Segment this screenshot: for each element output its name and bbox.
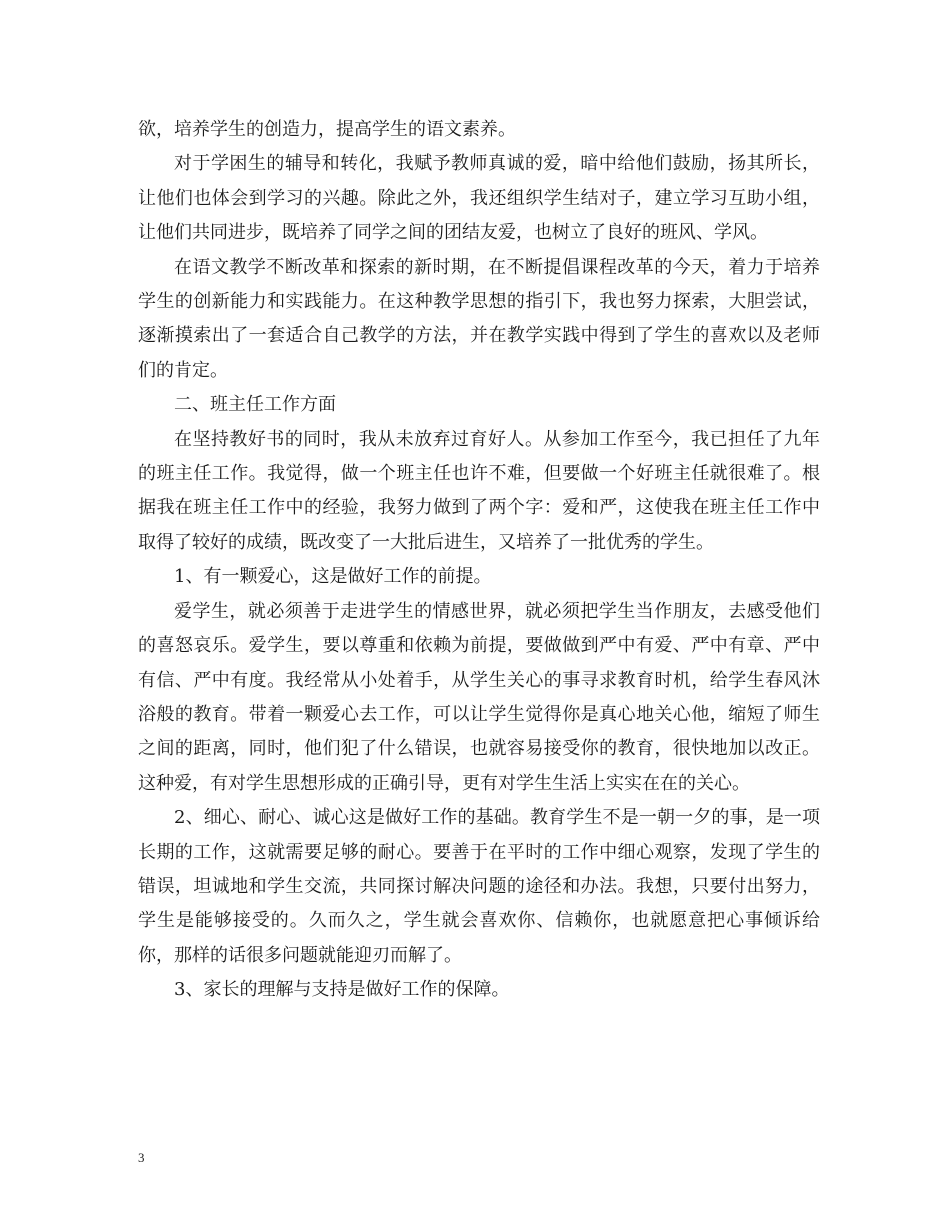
paragraph-continuation: 欲，培养学生的创造力，提高学生的语文素养。 — [138, 119, 516, 140]
subsection-heading: 3、家长的理解与支持是做好工作的保障。 — [174, 979, 510, 1001]
paragraph: 对于学困生的辅导和转化，我赋予教师真诚的爱，暗中给他们鼓励，扬其所长，让他们也体会到学习的兴趣。除此之外，我还组织学生结对子，建立学习互助小组，让他们共同进步，既培养了同学之间的团结友爱，也树立了良好的班风、学风。 — [138, 153, 820, 244]
page-number: 3 — [138, 1150, 145, 1165]
document-body — [138, 113, 820, 1008]
paragraph: 在语文教学不断改革和探索的新时期，在不断提倡课程改革的今天，着力于培养学生的创新能力和实践能力。在这种教学思想的指引下，我也努力探索，大胆尝试，逐渐摸索出了一套适合自己教学的方法，并在教学实践中得到了学生的喜欢以及老师们的肯定。 — [138, 256, 820, 381]
section-heading: 二、班主任工作方面 — [174, 394, 336, 416]
paragraph: 在坚持教好书的同时，我从未放弃过育好人。从参加工作至今，我已担任了九年的班主任工作。我觉得，做一个班主任也许不难，但要做一个好班主任就很难了。根据我在班主任工作中的经验，我努力做到了两个字：爱和严，这使我在班主任工作中取得了较好的成绩，既改变了一大批后进生，又培养了一批优秀的学生。 — [138, 428, 820, 553]
paragraph: 2、细心、耐心、诚心这是做好工作的基础。教育学生不是一朝一夕的事，是一项长期的工作，这就需要足够的耐心。要善于在平时的工作中细心观察，发现了学生的错误，坦诚地和学生交流，共同探讨解决问题的途径和办法。我想，只要付出努力，学生是能够接受的。久而久之，学生就会喜欢你、信赖你，也就愿意把心事倾诉给你，那样的话很多问题就能迎刃而解了。 — [138, 807, 820, 966]
subsection-heading: 1、有一颗爱心，这是做好工作的前提。 — [174, 566, 492, 588]
paragraph: 爱学生，就必须善于走进学生的情感世界，就必须把学生当作朋友，去感受他们的喜怒哀乐。爱学生，要以尊重和依赖为前提，要做做到严中有爱、严中有章、严中有信、严中有度。我经常从小处着手，从学生关心的事寻求教育时机，给学生春风沐浴般的教育。带着一颗爱心去工作，可以让学生觉得你是真心地关心他，缩短了师生之间的距离，同时，他们犯了什么错误，也就容易接受你的教育，很快地加以改正。这种爱，有对学生思想形成的正确引导，更有对学生生活上实实在在的关心。 — [138, 600, 820, 794]
